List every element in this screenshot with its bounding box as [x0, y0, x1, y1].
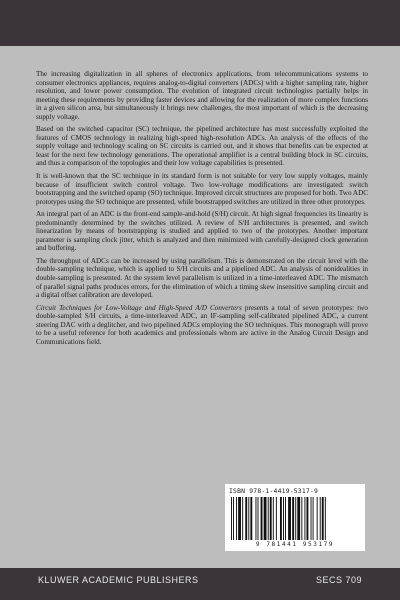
- paragraph-6: [36, 304, 368, 347]
- paragraph-2: Based on the switched capacitor (SC) technique, the pipelined architecture has most successfully exploited the features of CMOS technology in realizing high-speed high-resolution ADCs. An analysis of the effects of the supply voltage and technology scaling on SC circuits is carried out, and it shows that benefits can be expected at least for the next few technology generations. The operational amplifier is a central building block in SC circuits, and thus a comparison of the topologies and their low voltage capabilities is presented.: [36, 125, 368, 168]
- barcode-bars: [231, 497, 359, 540]
- back-cover-text: [36, 70, 368, 346]
- paragraph-6-text: presents a total of seven prototypes: two double-sampled S/H circuits, a time-interleaved ADC, an IF-sampling self-calibrated pipelined ADC, a current steering DAC with a deglitcher, and two pipelined ADCs employing the SO techniques. This monograph will prove to be a useful reference for both academics and professionals whom are active in the Analog Circuit Design and Communications field.: [36, 303, 368, 346]
- paragraph-3: It is well-known that the SC technique in its standard form is not suitable for very low supply voltages, mainly because of insufficient switch control voltage. Two low-voltage modifications are investigated: switch bootstrapping and the switched opamp (SO) technique. Improved circuit structures are proposed for both. Two ADC prototypes using the SO technique are presented, while bootstrapped switches are utilized in three other prototypes.: [36, 172, 368, 206]
- publisher-name: KLUWER ACADEMIC PUBLISHERS: [38, 575, 199, 585]
- series-code: SECS 709: [315, 575, 362, 585]
- barcode-label: [225, 484, 365, 551]
- paragraph-4: An integral part of an ADC is the front-end sample-and-hold (S/H) circuit. At high signal frequencies its linearity is predominantly determined by the switches utilized. A review of S/H architectures is presented, and switch linearization by means of bootstrapping is studied and applied to two of the prototypes. Another important parameter is sampling clock jitter, which is analyzed and then minimized with carefully-designed clock generation and buffering.: [36, 210, 368, 253]
- top-color-band: [0, 0, 400, 46]
- book-title: Circuit Techniques for Low-Voltage and High-Speed A/D Converters: [36, 303, 242, 312]
- barcode-digits: 9 781441 953179: [255, 541, 335, 548]
- paragraph-1: The increasing digitalization in all spheres of electronics applications, from telecommunications systems to consumer electronics appliances, requires analog-to-digital converters (ADCs) with a higher sampling rate, higher resolution, and lower power consumption. The evolution of integrated circuit technologies partially helps in meeting these requirements by providing faster devices and allowing for the realization of more complex functions in a given silicon area, but simultaneously it brings new challenges, the most important of which is the decreasing supply voltage.: [36, 70, 368, 121]
- paragraph-5: The throughput of ADCs can be increased by using parallelism. This is demonstrated on the circuit level with the double-sampling technique, which is applied to S/H circuits and a pipelined ADC. An analysis of nonidealities in double-sampling is presented. At the system level parallelism is utilized in a time-interleaved ADC. The mismatch of parallel signal paths produces errors, for the elimination of which a timing skew insensitive sampling circuit and a digital offset calibration are developed.: [36, 256, 368, 300]
- isbn-text: ISBN 978-1-4419-5317-9: [229, 487, 319, 495]
